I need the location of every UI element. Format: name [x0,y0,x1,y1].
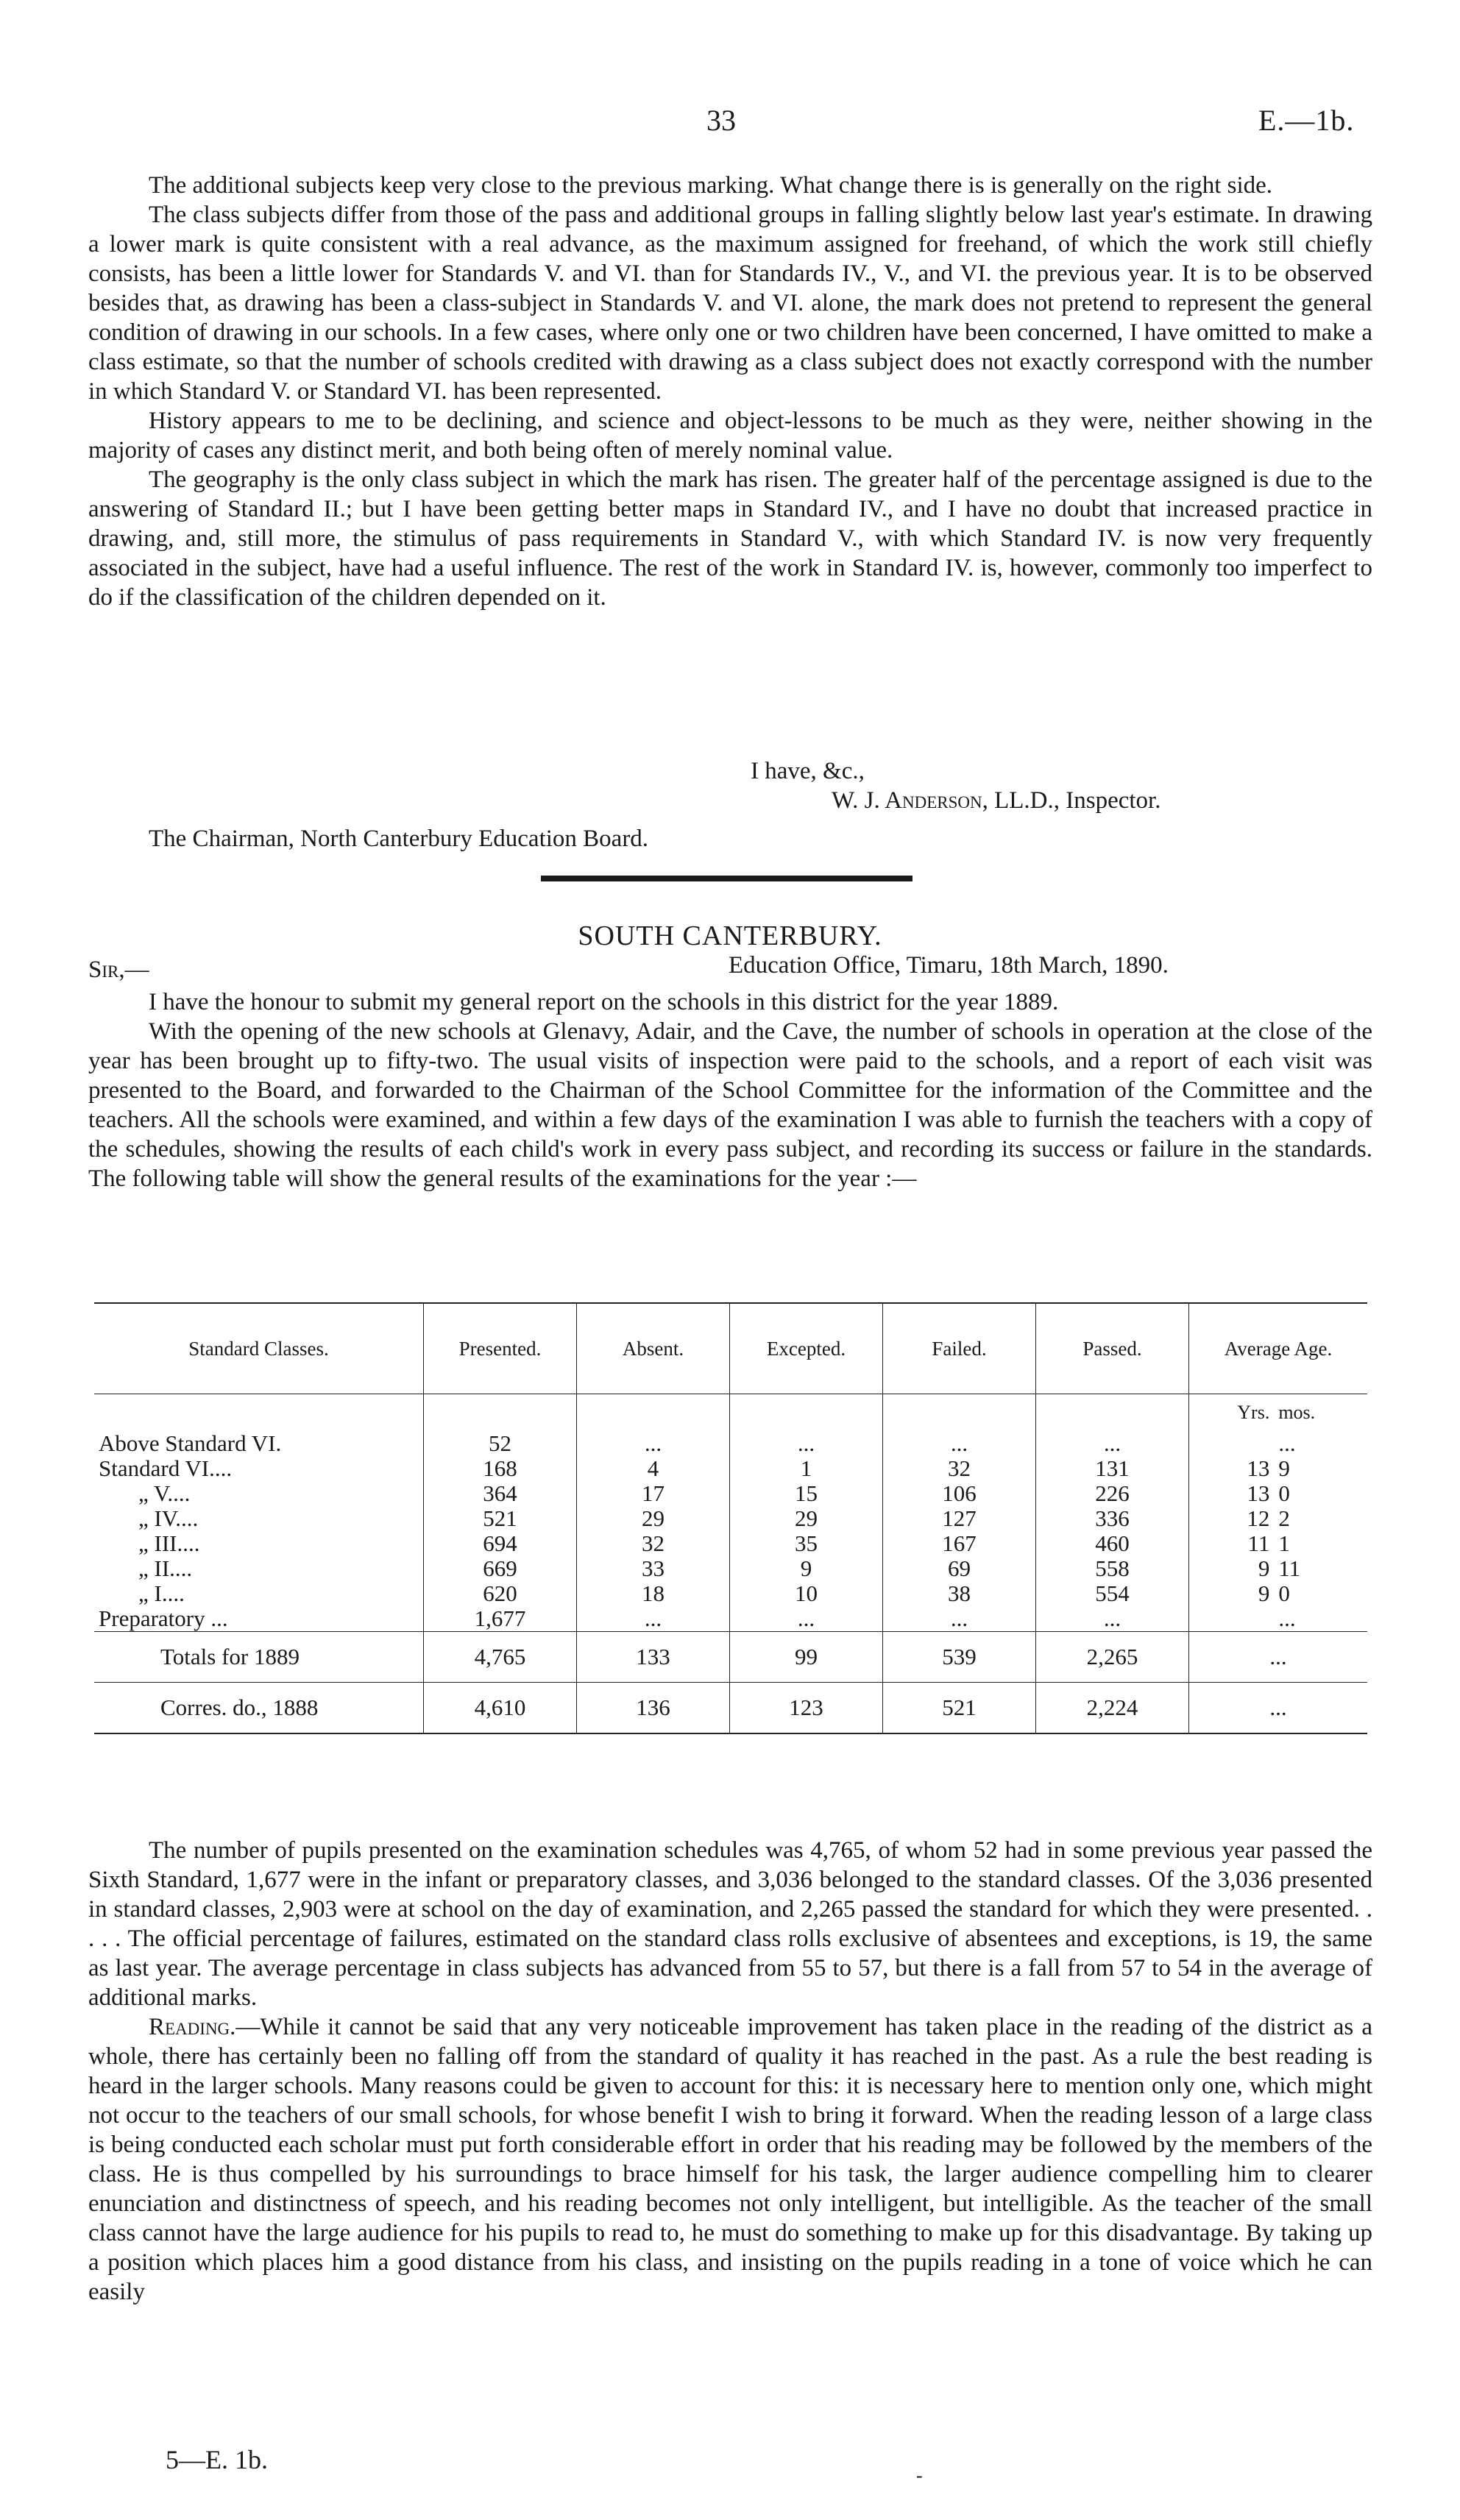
table-row [94,1531,1367,1556]
cell-absent: ... [577,1606,730,1632]
cell-failed: 32 [883,1456,1036,1481]
table-units-row [94,1394,1367,1432]
trailing-mark: - [916,2465,923,2486]
cell-age-years: 12 [1189,1506,1275,1531]
cell-age-years: 9 [1189,1581,1275,1606]
cell-failed: 167 [883,1531,1036,1556]
cell-passed: 336 [1036,1506,1189,1531]
cell-excepted: ... [730,1431,883,1456]
reading-lead: Reading. [149,2014,236,2040]
cell-excepted: 9 [730,1556,883,1581]
row-label: „ II.... [138,1555,193,1581]
totals-age: ... [1189,1632,1368,1683]
table-row [94,1506,1367,1531]
paragraph-history: History appears to me to be declining, and science and object-lessons to be much as they were, neither showing in the majority of cases any distinct merit, and both being often of merely nominal value. [88,408,1372,464]
row-label: Standard VI.... [99,1455,233,1481]
paragraph-class-subjects: The class subjects differ from those of the pass and additional groups in falling slightly below last year's estimate. In drawing a lower mark is quite consistent with a real advance, as the maximum assigned for freehand, of which the work still chiefly consists, has been a little lower for Standards V. and VI. than for Standards IV., V., and VI. the previous year. It is to be observed besides that, as drawing has been a class-subject in Standards V. and VI. alone, the mark does not pretend to represent the general condition of drawing in our schools. In a few cases, where only one or two children have been concerned, I have omitted to make a class estimate, so that the number of schools credited with drawing as a class subject does not exactly correspond with the number in which Standard V. or Standard VI. has been represented. [88,202,1372,405]
signature [832,787,1160,814]
col-header-absent: Absent. [577,1303,730,1394]
cell-failed: 38 [883,1581,1036,1606]
closing-phrase: I have, &c., [751,758,865,784]
cell-failed: ... [883,1431,1036,1456]
cell-age-months: 11 [1278,1555,1301,1581]
paragraph-new-schools: With the opening of the new schools at Glenavy, Adair, and the Cave, the number of schools in operation at the close of the year has been brought up to fifty-two. The usual visits of inspection were paid to the schools, and a report of each visit was presented to the Board, and forwarded to the Chairman of the School Committee for the information of the Committee and the teachers. All the schools were examined, and within a few days of the examination I was able to furnish the teachers with a copy of the schedules, showing the results of each child's work in every pass subject, and recording its success or failure in the standards. The following table will show the general results of the examinations for the year :— [88,1018,1372,1192]
cell-passed: ... [1036,1606,1189,1632]
cell-presented: 521 [424,1506,577,1531]
cell-excepted: 29 [730,1506,883,1531]
row-label: Above Standard VI. [99,1430,282,1456]
cell-failed: 106 [883,1481,1036,1506]
col-header-presented: Presented. [424,1303,577,1394]
south-report-body [88,1836,1372,2307]
corres-presented: 4,610 [424,1683,577,1734]
table-row [94,1456,1367,1481]
cell-age-months: ... [1278,1605,1296,1631]
col-header-excepted: Excepted. [730,1303,883,1394]
cell-excepted: ... [730,1606,883,1632]
row-label: „ I.... [138,1580,185,1606]
cell-passed: 460 [1036,1531,1189,1556]
dateline: Education Office, Timaru, 18th March, 1890. [729,952,1169,979]
row-label: „ V.... [138,1480,191,1506]
corres-failed: 521 [883,1683,1036,1734]
cell-excepted: 1 [730,1456,883,1481]
paragraph-pupils-presented: The number of pupils presented on the examination schedules was 4,765, of whom 52 had in some previous year passed the Sixth Standard, 1,677 were in the infant or preparatory classes, and 3,036 belonged to the standard classes. Of the 3,036 presented in standard classes, 2,903 were at school on the day of examination, and 2,265 passed the standard for which they were presented. . . . . The official percentage of failures, estimated on the standard class rolls exclusive of absentees and exceptions, is 19, the same as last year. The average percentage in class subjects has advanced from 55 to 57, but there is a fall from 57 to 54 in the average of additional marks. [88,1837,1372,2011]
cell-absent: 4 [577,1456,730,1481]
cell-absent: 29 [577,1506,730,1531]
cell-age-months: 1 [1278,1530,1290,1556]
signature-name: W. J. Anderson [832,787,982,814]
section-heading: SOUTH CANTERBURY. [578,920,882,951]
paragraph-honour: I have the honour to submit my general report on the schools in this district for the year 1889. [149,989,1059,1015]
reading-text: —While it cannot be said that any very noticeable improvement has taken place in the reading of the district as a whole, there has certainly been no falling off from the standard of quality it has reached in the past. As a rule the best reading is heard in the larger schools. Many reasons could be given to account for this: it is necessary here to mention only one, which might not occur to the teachers of our small schools, for whose benefit I wish to bring it forward. When the reading lesson of a large class is being conducted each scholar must put forth considerable effort in order that his reading may be followed by the members of the class. He is thus compelled by his surroundings to brace himself for his task, the larger audience compelling him to clearer enunciation and distinctness of speech, and his reading becomes not only intelligent, but intelligible. As the teacher of the small class cannot have the large audience for his pupils to read to, he must do something to make up for this disadvantage. By taking up a position which places him a good distance from his class, and insisting on the pupils reading in a tone of voice which he can easily [88,2014,1372,2305]
totals-excepted: 99 [730,1632,883,1683]
col-header-standard-classes: Standard Classes. [188,1337,329,1360]
totals-failed: 539 [883,1632,1036,1683]
document-reference: E.—1b. [1258,104,1355,137]
cell-passed: 226 [1036,1481,1189,1506]
col-header-average-age: Average Age. [1189,1303,1368,1394]
totals-passed: 2,265 [1036,1632,1189,1683]
corres-absent: 136 [577,1683,730,1734]
cell-absent: 17 [577,1481,730,1506]
cell-age-years: 11 [1189,1531,1275,1556]
cell-absent: 33 [577,1556,730,1581]
page-number: 33 [706,104,736,137]
cell-failed: 127 [883,1506,1036,1531]
paragraph-additional-subjects: The additional subjects keep very close to the previous marking. What change there is is generally on the right side. [149,172,1273,199]
cell-age-months: ... [1278,1430,1296,1456]
cell-excepted: 15 [730,1481,883,1506]
paragraph-reading [88,2012,1372,2307]
cell-passed: 554 [1036,1581,1189,1606]
table-row [94,1556,1367,1581]
cell-failed: ... [883,1606,1036,1632]
col-header-passed: Passed. [1036,1303,1189,1394]
row-label: „ III.... [138,1530,200,1556]
paragraph-geography: The geography is the only class subject in which the mark has risen. The greater half of the percentage assigned is due to the answering of Standard II.; but I have been getting better maps in Standard IV., and I have no doubt that increased practice in drawing, and, still more, the stimulus of pass requirements in Standard V., with which Standard IV. is now very frequently associated in the subject, have had a useful influence. The rest of the work in Standard IV. is, however, commonly too imperfect to do if the classification of the children depended on it. [88,466,1372,611]
salutation: Sir,— [88,956,149,983]
examination-results-table [94,1302,1367,1734]
section-divider [541,876,912,881]
cell-age-months: 0 [1278,1580,1290,1606]
cell-age-months: 0 [1278,1480,1290,1506]
table-row [94,1481,1367,1506]
cell-absent: ... [577,1431,730,1456]
cell-presented: 620 [424,1581,577,1606]
north-report-body [88,171,1372,612]
table-row [94,1606,1367,1632]
table-row [94,1581,1367,1606]
cell-presented: 168 [424,1456,577,1481]
cell-failed: 69 [883,1556,1036,1581]
cell-age-years: 9 [1189,1556,1275,1581]
totals-presented: 4,765 [424,1632,577,1683]
cell-age-years: 13 [1189,1481,1275,1506]
cell-age-years [1189,1431,1275,1456]
totals-row [94,1632,1367,1683]
cell-excepted: 10 [730,1581,883,1606]
addressee: The Chairman, North Canterbury Education Board. [149,826,649,852]
row-label: „ IV.... [138,1505,199,1531]
corres-excepted: 123 [730,1683,883,1734]
cell-passed: 558 [1036,1556,1189,1581]
cell-passed: ... [1036,1431,1189,1456]
cell-age-years: 13 [1189,1456,1275,1481]
cell-age-years [1189,1606,1275,1632]
totals-label: Totals for 1889 [160,1644,300,1669]
cell-excepted: 35 [730,1531,883,1556]
cell-age-months: 9 [1278,1455,1290,1481]
col-header-failed: Failed. [883,1303,1036,1394]
corres-age: ... [1189,1683,1368,1734]
unit-years: Yrs. [1189,1394,1275,1432]
signature-title: , LL.D., Inspector. [982,787,1161,814]
cell-absent: 32 [577,1531,730,1556]
cell-presented: 694 [424,1531,577,1556]
table-header-row [94,1303,1367,1394]
cell-absent: 18 [577,1581,730,1606]
signature-mark: 5—E. 1b. [166,2445,268,2474]
totals-absent: 133 [577,1632,730,1683]
cell-presented: 1,677 [424,1606,577,1632]
table-row [94,1431,1367,1456]
south-report-intro [88,987,1372,1193]
cell-age-months: 2 [1278,1505,1290,1531]
unit-months: mos. [1278,1402,1316,1423]
corres-label: Corres. do., 1888 [160,1694,319,1720]
cell-presented: 364 [424,1481,577,1506]
corresponding-1888-row [94,1683,1367,1734]
cell-passed: 131 [1036,1456,1189,1481]
cell-presented: 52 [424,1431,577,1456]
corres-passed: 2,224 [1036,1683,1189,1734]
cell-presented: 669 [424,1556,577,1581]
row-label: Preparatory ... [99,1605,228,1631]
